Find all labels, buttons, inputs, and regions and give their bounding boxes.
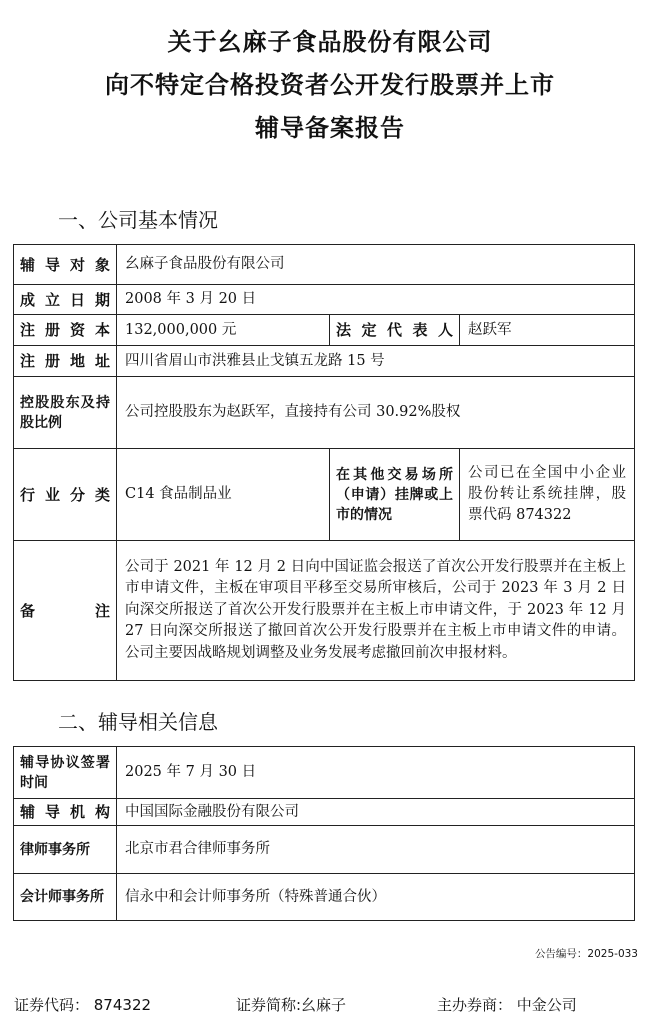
target-value: 幺麻子食品股份有限公司 [117,245,635,285]
controller-label: 控股股东及持股比例 [14,377,117,449]
sign-time-label: 辅导协议签署时间 [14,747,117,799]
announcement-number: 公告编号：2025-033 [534,948,638,960]
address-value: 四川省眉山市洪雅县止戈镇五龙路 15 号 [117,346,635,377]
founded-label: 成立日期 [14,285,117,315]
title-line-1: 关于幺麻子食品股份有限公司 [167,28,493,56]
title-line-2: 向不特定合格投资者公开发行股票并上市 [105,71,555,99]
controller-value: 公司控股股东为赵跃军，直接持有公司 30.92%股权 [117,377,635,449]
remark-value: 公司于 2021 年 12 月 2 日向中国证监会报送了首次公开发行股票并在主板上市申请文件，主板在审项目平移至交易所审核后，公司于 2023 年 3 月 2 日向深交所报送了首次公开发行股票并在主板上市申请文件，于 2023 年 12 月 27 日向深交所报送了撤回首次公开发行股票并在主板上市申请文件的申请。公司主要因战略规划调整及业务发展考虑撤回前次申报材料。 [117,541,635,681]
sign-time-value: 2025 年 7 月 30 日 [117,747,635,799]
address-label: 注册地址 [14,346,117,377]
company-info-table [13,244,635,681]
remark-label: 备注 [14,541,117,681]
institution-value: 中国国际金融股份有限公司 [117,799,635,826]
section-1-heading: 一、公司基本情况 [58,208,218,232]
title-line-3: 辅导备案报告 [255,114,405,142]
stock-name: 证券简称:幺麻子 [236,996,347,1014]
industry-value: C14 食品制品业 [117,449,330,541]
accounting-value: 信永中和会计师事务所（特殊普通合伙） [117,874,635,921]
capital-label: 注册资本 [14,315,117,346]
sponsor-broker: 主办券商： 中金公司 [437,996,577,1014]
institution-label: 辅导机构 [14,799,117,826]
industry-label: 行业分类 [14,449,117,541]
legal-rep-value: 赵跃军 [460,315,635,346]
founded-value: 2008 年 3 月 20 日 [117,285,635,315]
section-2-heading: 二、辅导相关信息 [58,710,218,734]
capital-value: 132,000,000 元 [117,315,330,346]
accounting-label: 会计师事务所 [14,874,117,921]
tutoring-info-table [13,746,635,921]
legal-rep-label: 法定代表人 [330,315,460,346]
law-firm-value: 北京市君合律师事务所 [117,826,635,874]
other-listing-label: 在其他交易场所（申请）挂牌或上市的情况 [330,449,460,541]
stock-code: 证券代码： 874322 [14,996,152,1014]
target-label: 辅导对象 [14,245,117,285]
law-firm-label: 律师事务所 [14,826,117,874]
other-listing-value: 公司已在全国中小企业股份转让系统挂牌，股票代码 874322 [460,449,635,541]
